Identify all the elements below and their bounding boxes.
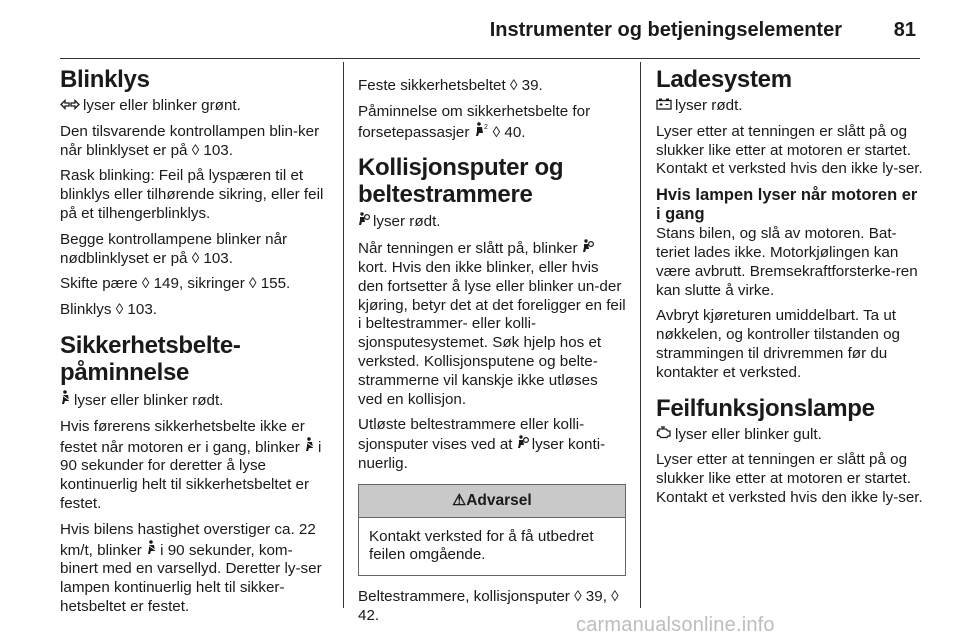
paragraph: Den tilsvarende kontrollampen blin-ker når blinklyset er på ◊ 103. xyxy=(60,122,320,159)
battery-icon xyxy=(656,97,672,116)
svg-text:2: 2 xyxy=(483,123,488,131)
page-header xyxy=(0,0,960,62)
warning-box xyxy=(358,484,626,576)
paragraph: Lyser etter at tenningen er slått på og slukker like etter at motoren er startet. Kontakt et verksted hvis den ikke ly-ser. xyxy=(656,451,923,506)
paragraph: Begge kontrollampene blinker når nødblinklyset er på ◊ 103. xyxy=(60,230,288,267)
column-2 xyxy=(358,77,626,633)
turn-signal-icon xyxy=(60,97,80,116)
page-number: 81 xyxy=(893,19,916,41)
paragraph: lyser eller blinker grønt. xyxy=(60,97,330,116)
warning-header: ⚠Advarsel xyxy=(359,485,625,518)
heading-ladesystem: Ladesystem xyxy=(656,66,792,93)
paragraph: Utløste beltestrammere eller kolli-sjonsputer vises ved at lyser konti-nuerlig. xyxy=(358,416,606,472)
paragraph: Rask blinking: Feil på lyspæren til et blinklys eller tilhørende sikring, eller feil på et tilhengerblinklys. xyxy=(60,167,324,222)
paragraph: Når tenningen er slått på, blinker kort. Hvis den ikke blinker, eller hvis den fortsetter å lyse eller blinker un-der kjøring, betyr det at det foreligger en feil i beltestrammer- eller kolli-sjonsputesystemet. Søk hjelp hos et verksted. Kollisjonsputene og belte-strammerne vil kanskje ikke utløses ved en kollisjon. xyxy=(358,240,626,408)
column-3 xyxy=(656,66,924,515)
subheading: Hvis lampen lyser når motoren er i gang xyxy=(656,186,918,224)
warning-triangle-icon: ⚠ xyxy=(452,491,467,509)
paragraph: Hvis bilens hastighet overstiger ca. 22 km/t, blinker i 90 sekunder, kom-binert med en varsellyd. Deretter ly-ser lampen kontinuerlig helt til sikker-hetsbeltet er festet. xyxy=(60,520,322,615)
seatbelt-icon xyxy=(304,437,315,458)
column-1 xyxy=(60,66,330,624)
paragraph: Feste sikkerhetsbeltet ◊ 39. xyxy=(358,77,543,94)
column-divider-2 xyxy=(640,62,641,608)
page-title: Instrumenter og betjeningselementer xyxy=(489,19,842,41)
seatbelt-passenger-icon xyxy=(474,122,490,143)
paragraph: lyser eller blinker gult. xyxy=(656,426,924,445)
paragraph: Skifte pære ◊ 149, sikringer ◊ 155. xyxy=(60,275,291,293)
paragraph: Påminnelse om sikkerhetsbelte for forsetepassasjer 2 ◊ 40. xyxy=(358,102,591,141)
paragraph: lyser rødt. xyxy=(656,97,924,116)
paragraph: Blinklys ◊ 103. xyxy=(60,301,157,319)
paragraph: lyser eller blinker rødt. xyxy=(60,390,330,411)
airbag-icon xyxy=(582,239,594,259)
heading-blinklys: Blinklys xyxy=(60,66,150,93)
paragraph: Avbryt kjøreturen umiddelbart. Ta ut nøkkelen, og kontroller tilstanden og strammingen til drivremmen før du kontakter et verksted. xyxy=(656,307,900,381)
seatbelt-icon xyxy=(60,390,71,411)
airbag-icon xyxy=(358,212,370,232)
airbag-icon xyxy=(517,435,529,455)
header-divider xyxy=(60,58,920,59)
warning-text: Kontakt verksted for å få utbedret feilen omgående. xyxy=(369,527,594,564)
paragraph: Stans bilen, og slå av motoren. Bat-teriet lades ikke. Motorkjølingen kan være avbrutt. Bremsekraftforsterke-ren kan slutte å virke. xyxy=(656,225,918,299)
paragraph: Lyser etter at tenningen er slått på og slukker like etter at motoren er startet. Kontakt et verksted hvis den ikke ly-ser. xyxy=(656,122,923,178)
paragraph: Hvis førerens sikkerhetsbelte ikke er festet når motoren er i gang, blinker i 90 sekunder for deretter å lyse kontinuerlig helt til sikkerhetsbeltet er festet. xyxy=(60,417,322,512)
seatbelt-icon xyxy=(146,540,157,561)
heading-feilfunksjonslampe: Feilfunksjonslampe xyxy=(656,394,875,422)
paragraph: Beltestrammere, kollisjonsputer ◊ 39, ◊ 42. xyxy=(358,588,619,624)
column-divider-1 xyxy=(343,62,344,608)
heading-airbag: Kollisjonsputer og beltestrammere xyxy=(358,154,564,209)
engine-check-icon xyxy=(656,426,672,445)
paragraph: lyser rødt. xyxy=(358,212,626,232)
heading-seatbelt: Sikkerhetsbelte- påminnelse xyxy=(60,331,241,386)
watermark: carmanualsonline.info xyxy=(576,614,775,636)
